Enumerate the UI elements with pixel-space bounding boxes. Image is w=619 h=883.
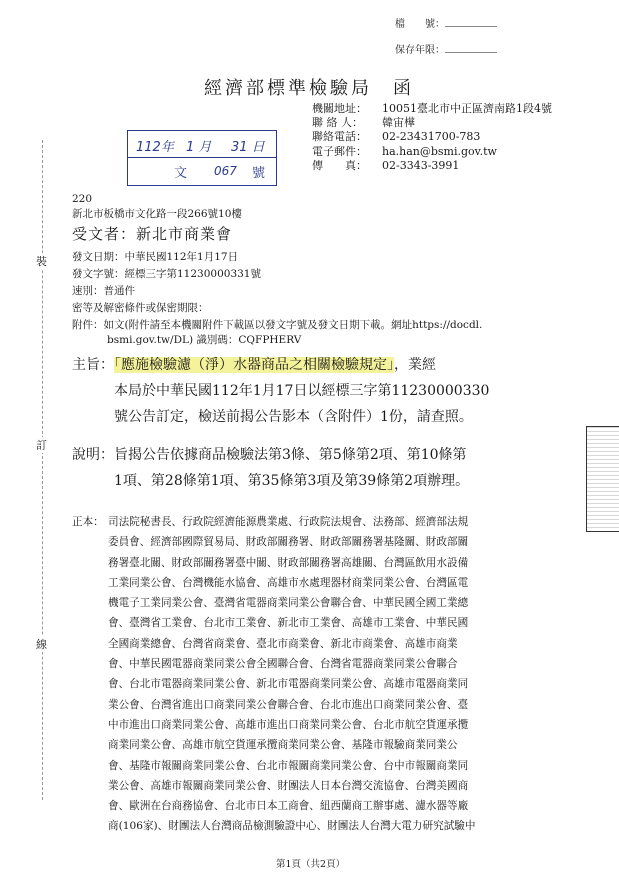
recipient: 受文者：新北市商業會 (72, 225, 233, 243)
explanation-line2: 1項、第28條第1項、第35條第3項及第39條第2項辦理。 (114, 473, 470, 489)
retention-label: 保存年限： (395, 45, 445, 56)
subject (72, 352, 489, 430)
cc-line: 會、基隆市報關商業同業公會、台北市報關商業同業公會、台中市報關商業同 (108, 759, 469, 772)
letter-title: 經濟部標準檢驗局 函 (204, 78, 414, 99)
cc-label: 正本： (72, 516, 104, 528)
binding-line (42, 140, 43, 800)
org-phone: 聯絡電話： 02-23431700-783 (312, 130, 481, 144)
received-stamp (127, 130, 277, 186)
org-address: 機關地址： 10051臺北市中正區濟南路1段4號 (312, 102, 552, 115)
cc-line: 全國商業總會、台灣省商業會、臺北市商業會、新北市商業會、高雄市商業 (108, 637, 458, 650)
cc-line: 業公會、高雄市報關商業同業公會、財團法人日本台灣交流協會、台灣美國商 (108, 779, 469, 792)
issue-secrecy: 密等及解密條件或保密期限： (72, 302, 209, 314)
margin-mark-line: 線 (36, 638, 47, 651)
subject-line1-tail: ，業經 (394, 357, 436, 373)
stamp-char: 文 (174, 166, 188, 181)
org-fax: 傳 真： 02-3343-3991 (312, 158, 460, 172)
subject-label: 主旨： (72, 357, 114, 373)
cc-line: 委員會、經濟部國際貿易局、財政部關務署、財政部關務署基隆關、財政部關 (108, 536, 469, 549)
cc-line: 工業同業公會、台灣機能水協會、高雄市水處理器材商業同業公會、台灣區電 (108, 576, 469, 589)
issue-speed: 速別：普通件 (72, 285, 135, 297)
postal-code: 220 (72, 193, 93, 205)
cc-line: 會、歐洲在台商務協會、台北市日本工商會、紐西蘭商工辦事處、濾水器等廠 (108, 800, 469, 813)
file-number-value (445, 16, 497, 27)
seal-stamp-icon (586, 426, 619, 532)
cc-line: 會、臺灣省工業會、台北市工業會、新北市工業會、高雄市工業會、中華民國 (108, 617, 469, 630)
explanation (72, 442, 469, 494)
org-info (312, 102, 552, 173)
retention-field (395, 41, 497, 56)
explanation-label: 說明： (72, 447, 114, 463)
explanation-line1: 旨揭公告依據商品檢驗法第3條、第5條第2項、第10條第 (114, 447, 467, 463)
cc-line: 業公會、台灣省進出口商業同業公會聯合會、台北市進出口商業同業公會、臺 (108, 698, 469, 711)
subject-line3: 號公告訂定，檢送前揭公告影本（含附件）1份，請查照。 (114, 409, 473, 425)
stamp-number: 067 (214, 164, 237, 178)
issue-number: 發文字號：經標三字第11230000331號 (72, 268, 261, 280)
cc-line: 商業同業公會、高雄市航空貨運承攬商業同業公會、基隆市報驗商業同業公 (108, 739, 458, 752)
stamp-day: 31 日 (231, 140, 265, 155)
org-contact: 聯 絡 人： 韓宙樺 (312, 116, 415, 130)
issue-attachment-line1: 附件：如文(附件請至本機關附件下載區以發文字號及發文日期下載。網址https://docdl. (72, 319, 483, 331)
retention-value (445, 42, 497, 53)
cc-line: 商(106家)、財團法人台灣商品檢測驗證中心、財團法人台灣大電力研究試驗中 (108, 820, 476, 833)
stamp-year: 112年 (136, 140, 174, 155)
subject-line2: 本局於中華民國112年1月17日以經標三字第11230000330 (114, 383, 490, 399)
issue-date: 發文日期：中華民國112年1月17日 (72, 251, 239, 263)
margin-mark-staple: 訂 (36, 439, 47, 452)
file-number-label: 檔 號： (395, 19, 445, 30)
cc-line: 務署臺北關、財政部關務署臺中關、財政部關務署高雄關、台灣區飲用水設備 (108, 556, 469, 569)
cc-list (108, 512, 475, 837)
recipient-address: 新北市板橋市文化路一段266號10樓 (72, 208, 242, 220)
stamp-suffix: 號 (252, 166, 266, 181)
cc-line: 司法院秘書長、行政院經濟能源農業處、行政院法規會、法務部、經濟部法規 (108, 516, 469, 528)
margin-mark-bind: 裝 (36, 255, 47, 268)
cc-line: 機電子工業同業公會、臺灣省電器商業同業公會聯合會、中華民國全國工業總 (108, 597, 469, 610)
cc-line: 中市進出口商業同業公會、高雄市進出口商業同業公會、台北市航空貨運承攬 (108, 718, 469, 731)
page-footer: 第1頁（共2頁） (276, 859, 346, 870)
issue-attachment-line2[interactable]: bsmi.gov.tw/DL) 識別碼：CQFPHERV (107, 334, 302, 346)
subject-title: 「應施檢驗濾（淨）水器商品之相關檢驗規定」 (114, 357, 394, 373)
cc-line: 會、中華民國電器商業同業公會全國聯合會、台灣省電器商業同業公會聯合 (108, 658, 458, 671)
cc-line: 會、台北市電器商業同業公會、新北市電器商業同業公會、高雄市電器商業同 (108, 678, 469, 691)
file-number-field (395, 15, 497, 30)
stamp-month: 1 月 (186, 140, 212, 155)
org-email: 電子郵件： ha.han@bsmi.gov.tw (312, 144, 497, 158)
